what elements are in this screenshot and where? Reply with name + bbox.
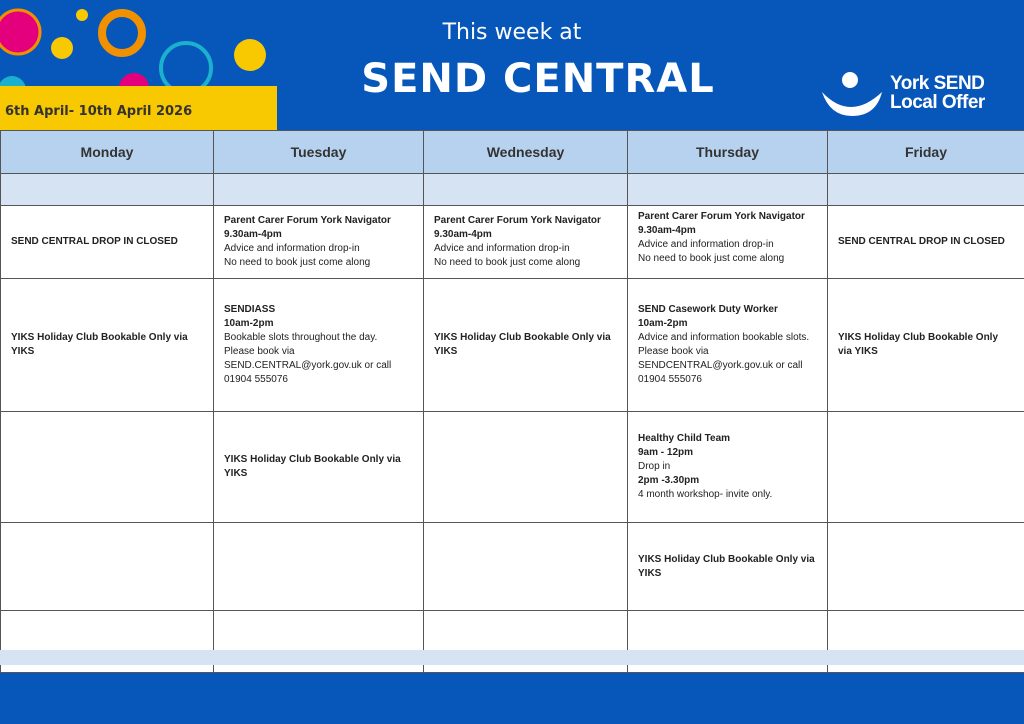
cell-monday-3 xyxy=(1,412,214,523)
cell-wednesday-3 xyxy=(424,412,628,523)
cell-friday-4 xyxy=(828,523,1024,611)
cell-tuesday-2 xyxy=(214,279,424,412)
event-title: Parent Carer Forum York Navigator xyxy=(434,215,601,226)
cell-friday-1 xyxy=(828,206,1024,279)
event-detail: Please book via xyxy=(638,346,709,357)
event-title: YIKS Holiday Club Bookable Only via YIKS xyxy=(638,553,815,579)
event-title: YIKS Holiday Club Bookable Only via YIKS xyxy=(838,332,999,357)
event-title: YIKS Holiday Club Bookable Only via YIKS xyxy=(434,332,611,357)
cell-tuesday-3 xyxy=(214,412,424,523)
weekly-schedule-table xyxy=(0,130,1024,673)
cell-monday-1 xyxy=(1,206,214,279)
cell-tuesday-1 xyxy=(214,206,424,279)
event-time: 9am - 12pm xyxy=(638,447,694,458)
cell-thursday-1 xyxy=(628,206,828,279)
cell-friday-3 xyxy=(828,412,1024,523)
event-time: 9.30am-4pm xyxy=(434,229,492,240)
event-title: SENDIASS xyxy=(224,304,276,315)
bottom-band xyxy=(0,650,1024,665)
event-detail: SENDCENTRAL@york.gov.uk or call xyxy=(638,360,803,371)
event-title: Parent Carer Forum York Navigator xyxy=(638,211,805,222)
cell-monday-2 xyxy=(1,279,214,412)
cell-friday-2 xyxy=(828,279,1024,412)
logo-text xyxy=(890,74,985,112)
spacer-cell xyxy=(424,174,628,206)
schedule-row-2 xyxy=(1,279,1024,412)
logo-line2: Local Offer xyxy=(890,92,985,113)
schedule-row-4 xyxy=(1,523,1024,611)
cell-tuesday-4 xyxy=(214,523,424,611)
date-range: 6th April- 10th April 2026 xyxy=(5,104,193,119)
event-time: 9.30am-4pm xyxy=(638,225,696,236)
cell-wednesday-4 xyxy=(424,523,628,611)
day-header-friday: Friday xyxy=(828,131,1024,174)
page-title: SEND CENTRAL xyxy=(361,56,715,102)
event-detail: No need to book just come along xyxy=(638,253,785,264)
cell-wednesday-1 xyxy=(424,206,628,279)
cell-thursday-4 xyxy=(628,523,828,611)
spacer-cell xyxy=(1,174,214,206)
event-detail: Drop in xyxy=(638,461,671,472)
event-title: Parent Carer Forum York Navigator xyxy=(224,215,391,226)
event-title: YIKS Holiday Club Bookable Only via YIKS xyxy=(224,454,401,479)
day-header-row xyxy=(1,131,1024,174)
event-time: 10am-2pm xyxy=(638,318,688,329)
event-detail: 01904 555076 xyxy=(638,374,702,385)
page-subtitle: This week at xyxy=(442,20,582,45)
event-title: YIKS Holiday Club Bookable Only via YIKS xyxy=(11,332,188,357)
event-detail: Advice and information drop-in xyxy=(224,243,360,254)
event-detail: No need to book just come along xyxy=(434,257,581,268)
event-detail: Advice and information bookable slots. xyxy=(638,332,810,343)
event-title: Healthy Child Team xyxy=(638,433,731,444)
event-detail: Please book via xyxy=(224,346,295,357)
event-title: SEND CENTRAL DROP IN CLOSED xyxy=(11,236,178,247)
schedule-row-1 xyxy=(1,206,1024,279)
day-header-monday: Monday xyxy=(1,131,214,174)
event-time: 9.30am-4pm xyxy=(224,229,282,240)
schedule-row-3 xyxy=(1,412,1024,523)
event-detail: Advice and information drop-in xyxy=(638,239,774,250)
event-title: SEND Casework Duty Worker xyxy=(638,304,778,315)
event-detail: 4 month workshop- invite only. xyxy=(638,489,773,500)
event-detail: No need to book just come along xyxy=(224,257,371,268)
logo-line1: York SEND xyxy=(890,73,985,94)
event-title: SEND CENTRAL DROP IN CLOSED xyxy=(838,236,1005,247)
event-detail: 01904 555076 xyxy=(224,374,288,385)
cell-thursday-3 xyxy=(628,412,828,523)
spacer-band-row xyxy=(1,174,1024,206)
event-detail: SEND.CENTRAL@york.gov.uk or call xyxy=(224,360,392,371)
cell-thursday-2 xyxy=(628,279,828,412)
cell-monday-4 xyxy=(1,523,214,611)
event-detail: Bookable slots throughout the day. xyxy=(224,332,378,343)
day-header-wednesday: Wednesday xyxy=(424,131,628,174)
event-time: 10am-2pm xyxy=(224,318,274,329)
day-header-thursday: Thursday xyxy=(628,131,828,174)
spacer-cell xyxy=(628,174,828,206)
spacer-cell xyxy=(828,174,1024,206)
day-header-tuesday: Tuesday xyxy=(214,131,424,174)
cell-wednesday-2 xyxy=(424,279,628,412)
event-detail: Advice and information drop-in xyxy=(434,243,570,254)
event-time: 2pm -3.30pm xyxy=(638,475,700,486)
header-banner xyxy=(0,0,1024,131)
spacer-cell xyxy=(214,174,424,206)
